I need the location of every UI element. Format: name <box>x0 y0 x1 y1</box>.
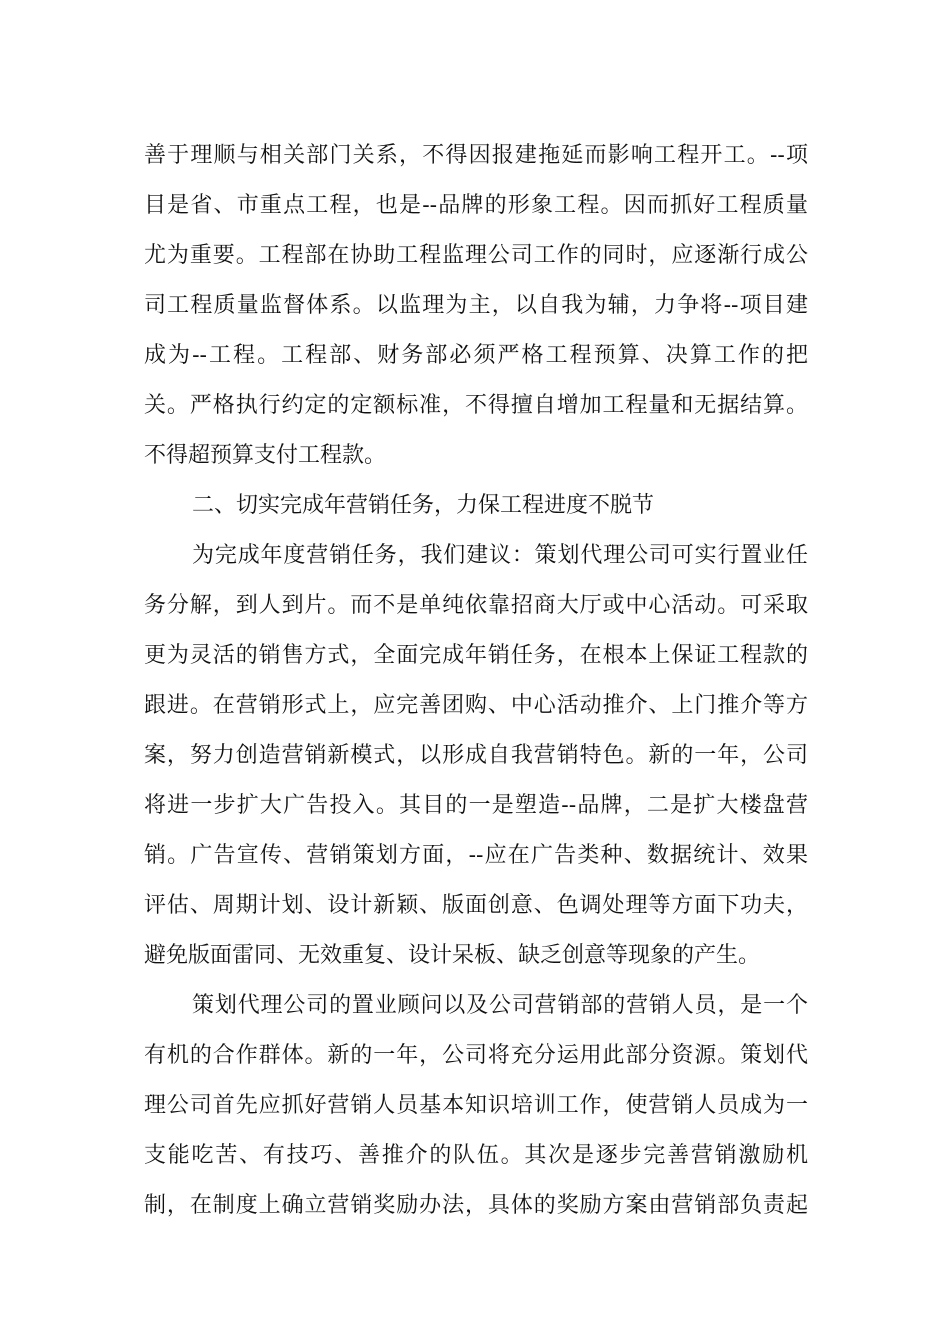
paragraph-line <box>144 981 808 1031</box>
line-text: 为完成年度营销任务，我们建议：策划代理公司可实行置业任 <box>192 543 808 568</box>
paragraph-line <box>144 831 808 881</box>
line-text: 司工程质量监督体系。以监理为主，以自我为辅，力争将--项目建 <box>144 293 808 318</box>
paragraph-line <box>144 1131 808 1181</box>
paragraph-line <box>144 631 808 681</box>
line-text: 成为--工程。工程部、财务部必须严格工程预算、决算工作的把 <box>144 343 808 368</box>
document-body <box>144 131 808 1231</box>
paragraph-line <box>144 181 808 231</box>
paragraph-line <box>144 931 808 981</box>
line-text: 目是省、市重点工程，也是--品牌的形象工程。因而抓好工程质量 <box>144 193 808 218</box>
paragraph-line <box>144 131 808 181</box>
line-text: 评估、周期计划、设计新颖、版面创意、色调处理等方面下功夫， <box>144 893 808 918</box>
line-text: 案，努力创造营销新模式，以形成自我营销特色。新的一年，公司 <box>144 743 808 768</box>
paragraph-line <box>144 881 808 931</box>
paragraph-line <box>144 681 808 731</box>
line-text: 更为灵活的销售方式，全面完成年销任务，在根本上保证工程款的 <box>144 643 808 668</box>
paragraph-line <box>144 581 808 631</box>
line-text: 支能吃苦、有技巧、善推介的队伍。其次是逐步完善营销激励机 <box>144 1143 808 1168</box>
paragraph-line <box>144 731 808 781</box>
line-text: 善于理顺与相关部门关系，不得因报建拖延而影响工程开工。--项 <box>144 143 808 168</box>
line-text: 关。严格执行约定的定额标准，不得擅自增加工程量和无据结算。 <box>144 393 808 418</box>
paragraph-line <box>144 1031 808 1081</box>
line-text: 避免版面雷同、无效重复、设计呆板、缺乏创意等现象的产生。 <box>144 943 761 968</box>
section-heading <box>144 481 808 531</box>
line-text: 将进一步扩大广告投入。其目的一是塑造--品牌，二是扩大楼盘营 <box>144 793 808 818</box>
line-text: 销。广告宣传、营销策划方面，--应在广告类种、数据统计、效果 <box>144 843 808 868</box>
line-text: 跟进。在营销形式上，应完善团购、中心活动推介、上门推介等方 <box>144 693 808 718</box>
paragraph-line <box>144 231 808 281</box>
paragraph-line <box>144 431 808 481</box>
line-text: 制，在制度上确立营销奖励办法，具体的奖励方案由营销部负责起 <box>144 1193 808 1218</box>
paragraph-line <box>144 381 808 431</box>
line-text: 不得超预算支付工程款。 <box>144 443 387 468</box>
paragraph-line <box>144 781 808 831</box>
paragraph-line <box>144 1181 808 1231</box>
paragraph-line <box>144 1081 808 1131</box>
line-text: 有机的合作群体。新的一年，公司将充分运用此部分资源。策划代 <box>144 1043 808 1068</box>
paragraph-line <box>144 331 808 381</box>
heading-text: 二、切实完成年营销任务，力保工程进度不脱节 <box>192 493 655 518</box>
line-text: 理公司首先应抓好营销人员基本知识培训工作，使营销人员成为一 <box>144 1093 808 1118</box>
paragraph-line <box>144 531 808 581</box>
line-text: 尤为重要。工程部在协助工程监理公司工作的同时，应逐渐行成公 <box>144 243 808 268</box>
paragraph-line <box>144 281 808 331</box>
line-text: 策划代理公司的置业顾问以及公司营销部的营销人员，是一个 <box>192 993 808 1018</box>
line-text: 务分解，到人到片。而不是单纯依靠招商大厅或中心活动。可采取 <box>144 593 808 618</box>
